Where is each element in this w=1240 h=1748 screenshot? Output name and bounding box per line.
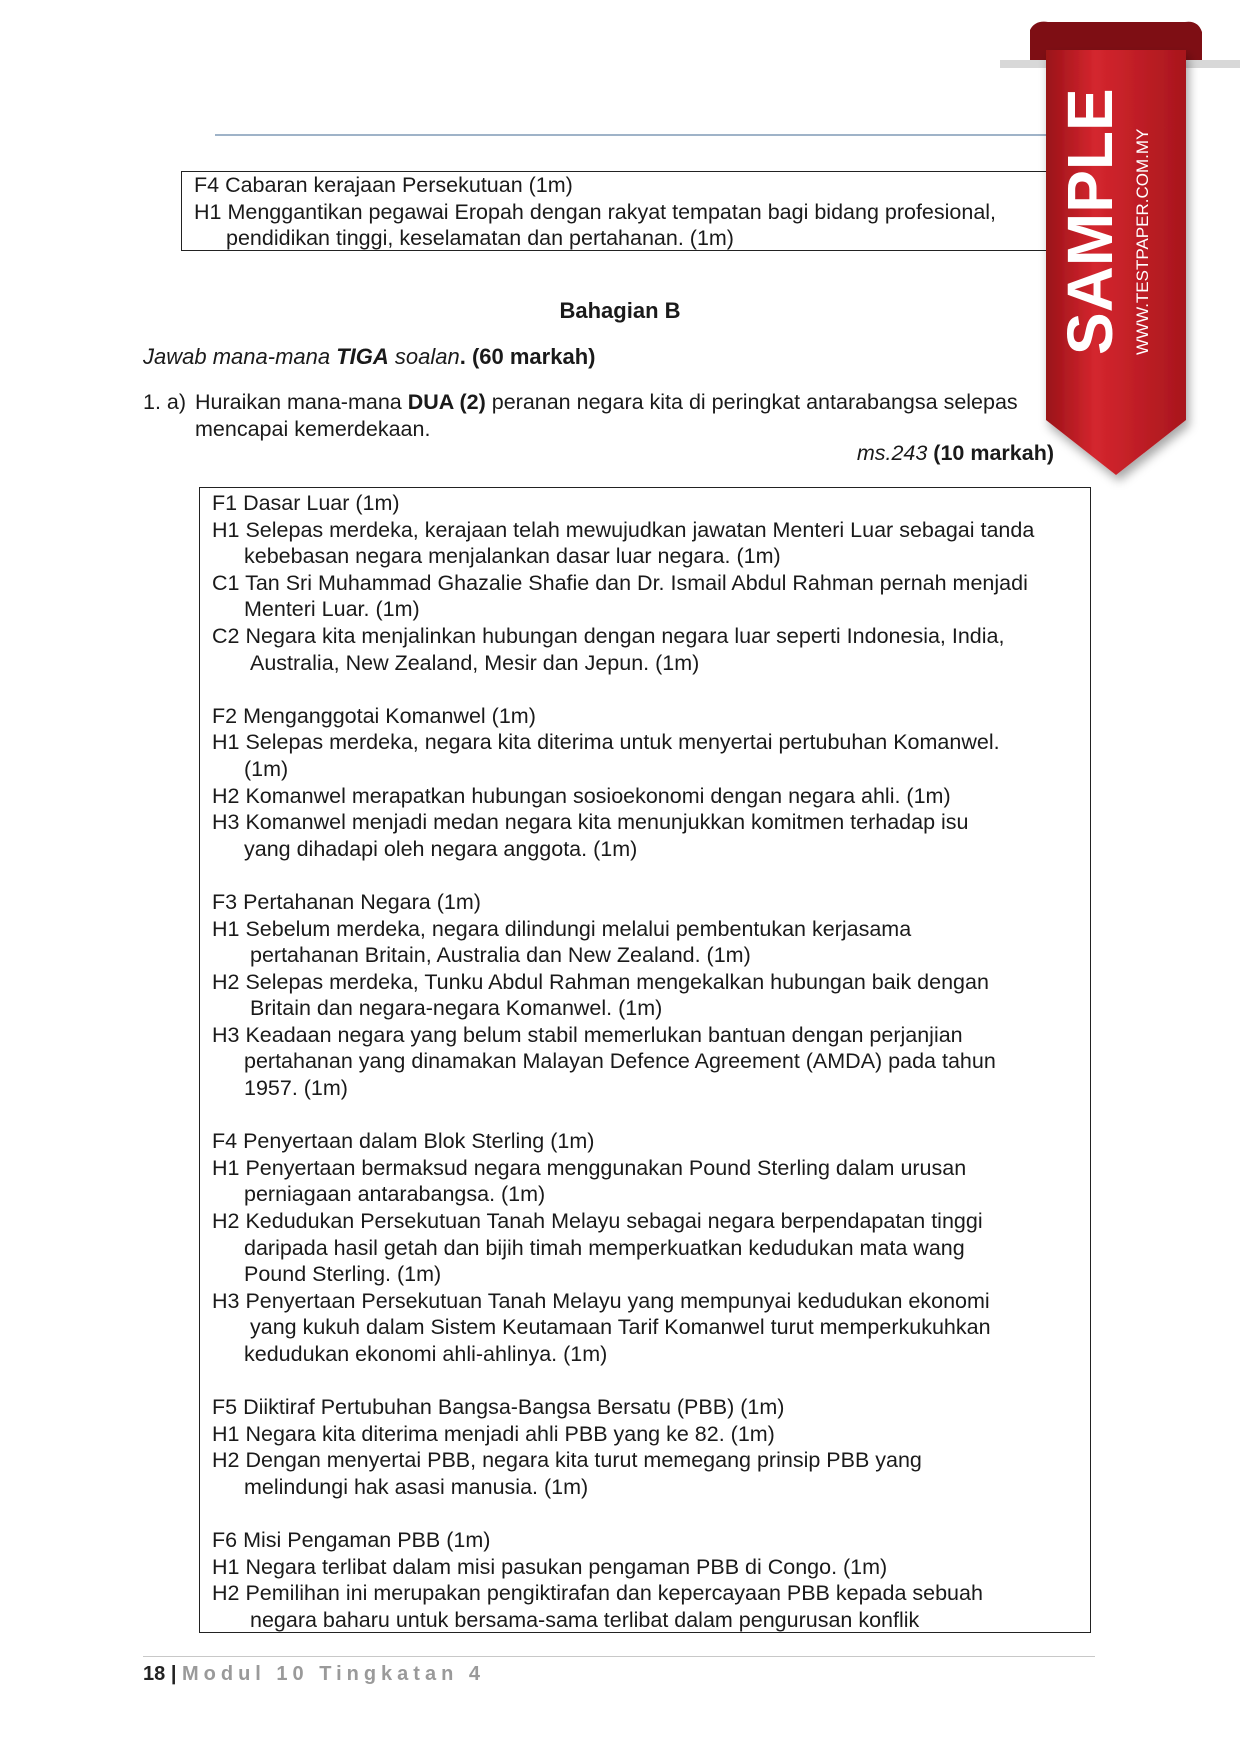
answer-line: H1 Selepas merdeka, negara kita diterima untuk menyertai pertubuhan Komanwel.: [212, 730, 1000, 755]
answer-line: Britain dan negara-negara Komanwel. (1m): [250, 996, 663, 1021]
answer-line: H1 Negara kita diterima menjadi ahli PBB yang ke 82. (1m): [212, 1421, 775, 1446]
answer-line: pendidikan tinggi, keselamatan dan pertahanan. (1m): [226, 226, 734, 250]
factor-title: F3 Pertahanan Negara (1m): [212, 889, 481, 914]
instruction-count: TIGA: [336, 344, 389, 369]
sample-watermark-ribbon: [1000, 20, 1240, 490]
question-text: Huraikan mana-mana: [195, 390, 408, 414]
instruction: [143, 344, 595, 370]
page-number: 18: [143, 1663, 166, 1685]
footer-separator: |: [170, 1663, 177, 1685]
answer-line: H2 Selepas merdeka, Tunku Abdul Rahman mengekalkan hubungan baik dengan: [212, 969, 989, 994]
answer-line: Menteri Luar. (1m): [244, 597, 420, 622]
answer-line: F4 Cabaran kerajaan Persekutuan (1m): [194, 173, 573, 197]
answer-line: melindungi hak asasi manusia. (1m): [244, 1474, 589, 1499]
page-footer: [143, 1663, 485, 1686]
answer-line: yang kukuh dalam Sistem Keutamaan Tarif Komanwel turut memperkukuhkan: [250, 1315, 991, 1340]
answer-line: H3 Keadaan negara yang belum stabil memerlukan bantuan dengan perjanjian: [212, 1022, 963, 1047]
module-name: Modul 10 Tingkatan 4: [181, 1663, 485, 1685]
factor-title: F5 Diiktiraf Pertubuhan Bangsa-Bangsa Bersatu (PBB) (1m): [212, 1395, 785, 1420]
watermark-word: SAMPLE: [1054, 88, 1126, 355]
question-count: DUA (2): [407, 390, 486, 414]
answer-line: H1 Negara terlibat dalam misi pasukan pengaman PBB di Congo. (1m): [212, 1554, 888, 1579]
answer-line: pertahanan yang dinamakan Malayan Defence Agreement (AMDA) pada tahun: [244, 1049, 996, 1074]
section-title: Bahagian B: [559, 298, 681, 323]
answer-line: Pound Sterling. (1m): [244, 1262, 442, 1287]
header-rule: [215, 134, 1050, 136]
answer-line: perniagaan antarabangsa. (1m): [244, 1182, 546, 1207]
answer-scheme-box: [199, 487, 1091, 1633]
answer-line: H3 Komanwel menjadi medan negara kita menunjukkan komitmen terhadap isu: [212, 810, 969, 835]
question-text: mencapai kemerdekaan.: [195, 417, 431, 441]
answer-line: kedudukan ekonomi ahli-ahlinya. (1m): [244, 1342, 608, 1366]
question-1a: [143, 389, 1063, 443]
answer-line: H1 Penyertaan bermaksud negara menggunakan Pound Sterling dalam urusan: [212, 1155, 967, 1180]
factor-title: F4 Penyertaan dalam Blok Sterling (1m): [212, 1129, 595, 1154]
watermark-site: WWW.TESTPAPER.COM.MY: [1133, 128, 1152, 355]
answer-line: H1 Menggantikan pegawai Eropah dengan rakyat tempatan bagi bidang profesional,: [194, 199, 997, 224]
factor-title: F1 Dasar Luar (1m): [212, 491, 400, 515]
footer-rule: [143, 1656, 1095, 1657]
answer-line: (1m): [244, 756, 289, 781]
factor-title: F2 Menganggotai Komanwel (1m): [212, 703, 536, 728]
answer-line: H2 Dengan menyertai PBB, negara kita turut memegang prinsip PBB yang: [212, 1448, 922, 1473]
answer-line: daripada hasil getah dan bijih timah memperkuatkan kedudukan mata wang: [244, 1235, 965, 1260]
page-reference: ms.243: [856, 441, 928, 465]
answer-line: H3 Penyertaan Persekutuan Tanah Melayu yang mempunyai kedudukan ekonomi: [212, 1288, 990, 1313]
instruction-text: Jawab mana-mana: [143, 344, 337, 369]
question-text: peranan negara kita di peringkat antarabangsa selepas: [485, 390, 1018, 414]
answer-line: negara baharu untuk bersama-sama terlibat dalam pengurusan konflik: [250, 1607, 920, 1632]
factor-title: F6 Misi Pengaman PBB (1m): [212, 1528, 491, 1553]
answer-line: kebebasan negara menjalankan dasar luar negara. (1m): [244, 544, 781, 569]
previous-answer-box: [181, 171, 1074, 251]
instruction-text: soalan: [388, 344, 460, 369]
marks-label: (10 markah): [927, 441, 1054, 465]
answer-line: Australia, New Zealand, Mesir dan Jepun. (1m): [250, 650, 700, 675]
question-number: 1. a): [143, 390, 187, 414]
answer-line: H1 Selepas merdeka, kerajaan telah mewujudkan jawatan Menteri Luar sebagai tanda: [212, 517, 1035, 542]
answer-line: pertahanan Britain, Australia dan New Zealand. (1m): [250, 943, 751, 968]
answer-line: H2 Komanwel merapatkan hubungan sosioekonomi dengan negara ahli. (1m): [212, 783, 951, 808]
answer-line: H2 Kedudukan Persekutuan Tanah Melayu sebagai negara berpendapatan tinggi: [212, 1209, 983, 1234]
instruction-marks: . (60 markah): [459, 344, 596, 369]
answer-line: H1 Sebelum merdeka, negara dilindungi melalui pembentukan kerjasama: [212, 916, 912, 941]
answer-line: H2 Pemilihan ini merupakan pengiktirafan dan kepercayaan PBB kepada sebuah: [212, 1581, 983, 1606]
answer-line: C2 Negara kita menjalinkan hubungan dengan negara luar seperti Indonesia, India,: [212, 623, 1005, 648]
answer-line: 1957. (1m): [244, 1076, 348, 1101]
answer-line: yang dihadapi oleh negara anggota. (1m): [244, 836, 638, 861]
answer-line: C1 Tan Sri Muhammad Ghazalie Shafie dan Dr. Ismail Abdul Rahman pernah menjadi: [212, 570, 1028, 595]
